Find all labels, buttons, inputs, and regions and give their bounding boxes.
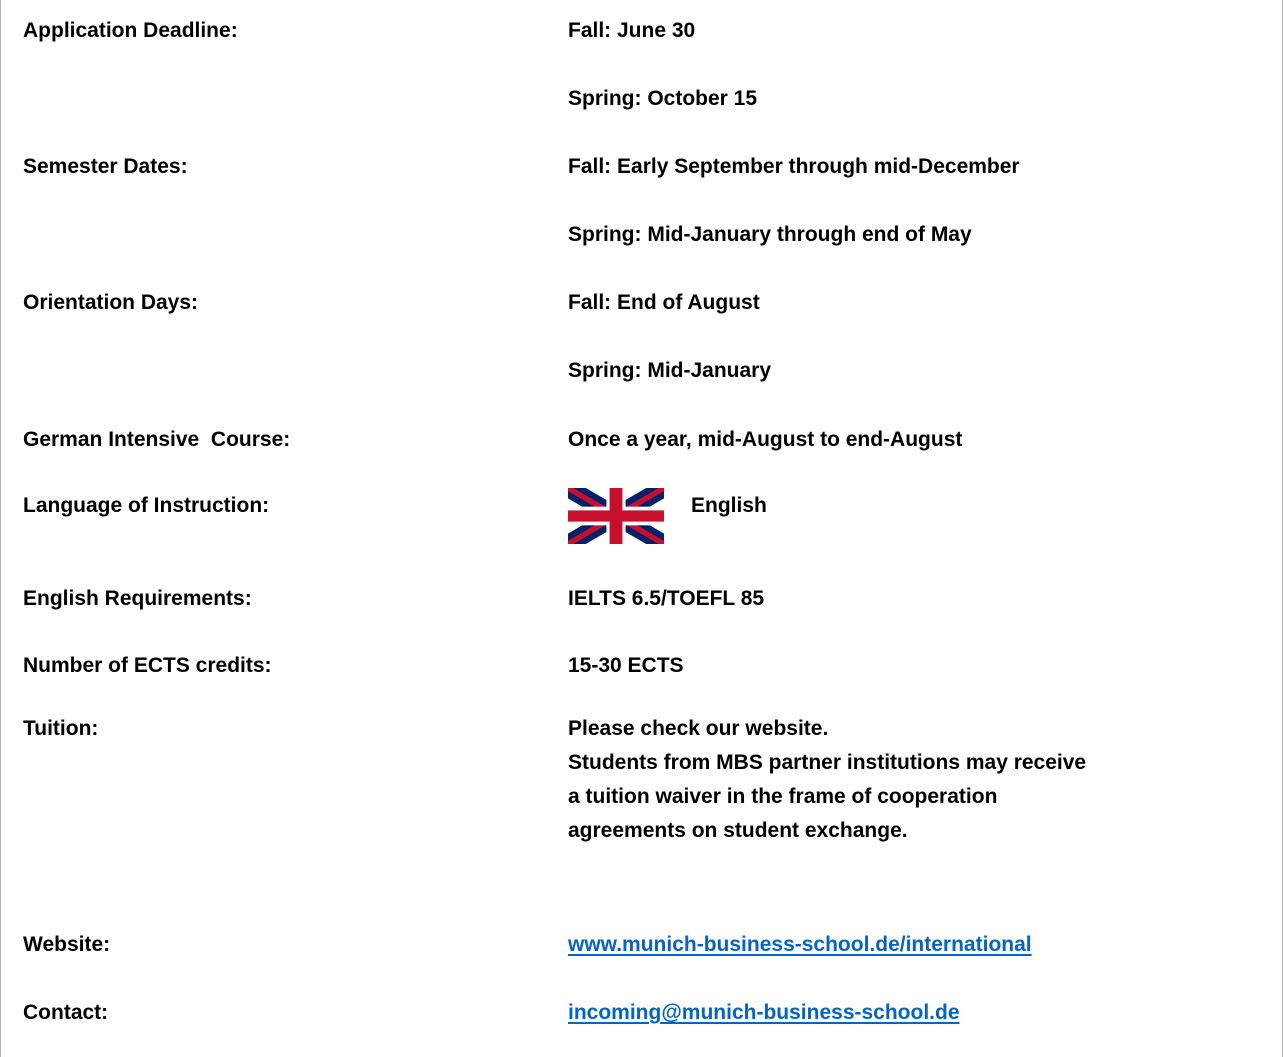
orientation-days-fall: Fall: End of August: [568, 291, 760, 314]
semester-dates-spring: Spring: Mid-January through end of May: [568, 223, 972, 246]
german-course-value: Once a year, mid-August to end-August: [568, 428, 963, 451]
english-requirements-label: English Requirements:: [23, 587, 252, 610]
tuition-line: a tuition waiver in the frame of cooperation: [568, 785, 998, 808]
semester-dates-fall: Fall: Early September through mid-December: [568, 155, 1020, 178]
semester-dates-label: Semester Dates:: [23, 155, 188, 178]
contact-email-link[interactable]: incoming@munich-business-school.de: [568, 1001, 960, 1024]
uk-flag-icon: [568, 488, 664, 544]
english-requirements-value: IELTS 6.5/TOEFL 85: [568, 587, 765, 610]
language-value: English: [691, 494, 767, 517]
ects-value: 15-30 ECTS: [568, 654, 684, 677]
application-deadline-spring: Spring: October 15: [568, 87, 758, 110]
application-deadline-fall: Fall: June 30: [568, 19, 696, 42]
tuition-line: agreements on student exchange.: [568, 819, 908, 842]
tuition-value: [568, 712, 1208, 848]
website-label: Website:: [23, 933, 111, 956]
ects-label: Number of ECTS credits:: [23, 654, 272, 677]
contact-label: Contact:: [23, 1001, 109, 1024]
orientation-days-spring: Spring: Mid-January: [568, 359, 772, 382]
german-course-label: German Intensive Course:: [23, 428, 291, 451]
website-link[interactable]: www.munich-business-school.de/international: [568, 933, 1032, 956]
tuition-line: Students from MBS partner institutions may receive: [568, 751, 1087, 774]
tuition-label: Tuition:: [23, 717, 99, 740]
tuition-line: Please check our website.: [568, 717, 829, 740]
language-label: Language of Instruction:: [23, 494, 270, 517]
application-deadline-label: Application Deadline:: [23, 19, 238, 42]
orientation-days-label: Orientation Days:: [23, 291, 199, 314]
